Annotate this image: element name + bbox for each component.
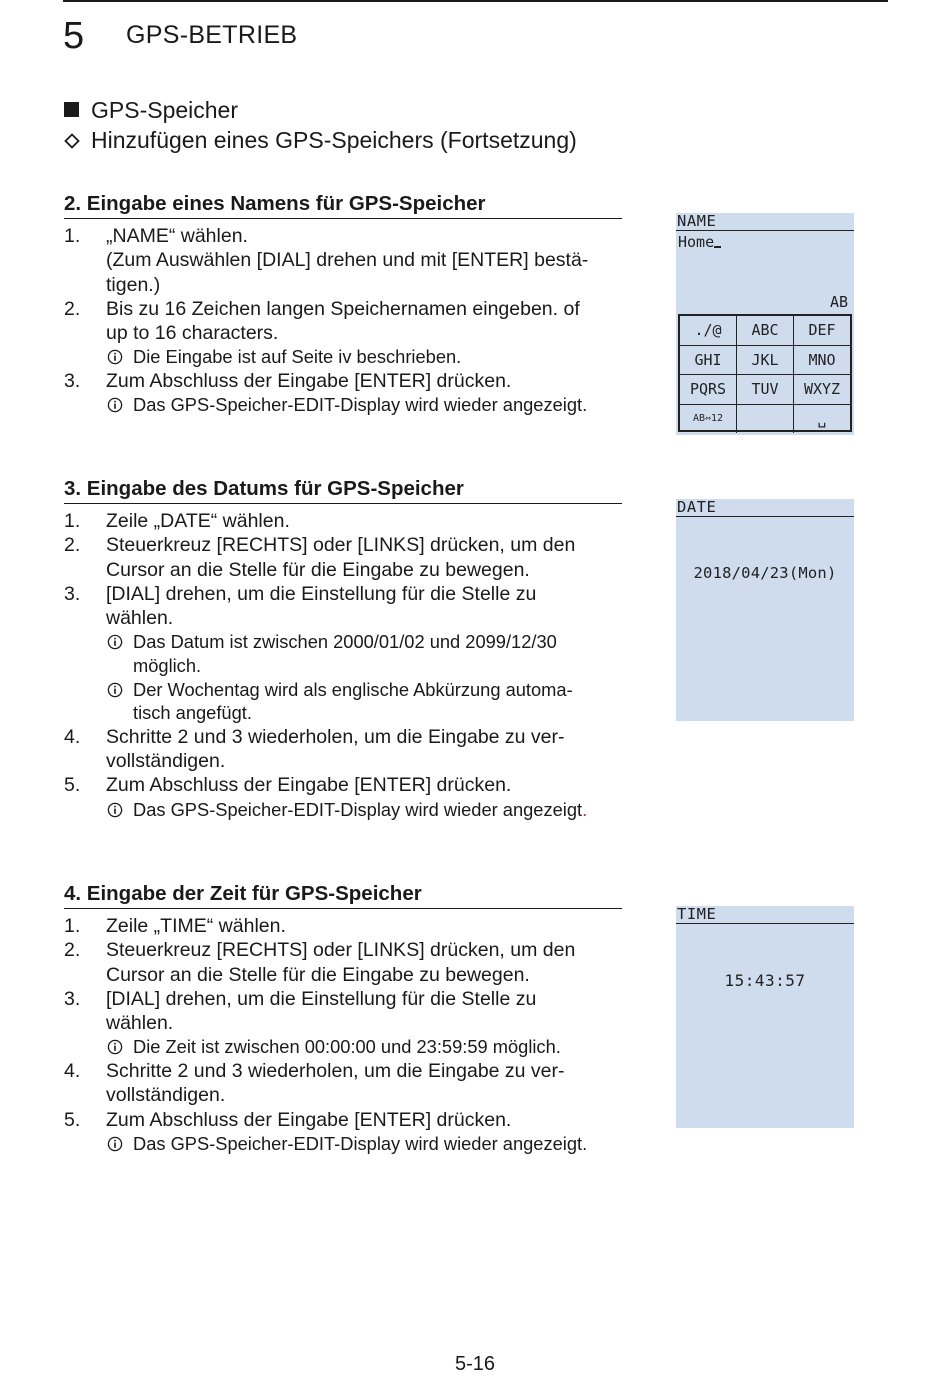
info-note xyxy=(106,678,622,725)
step-item xyxy=(64,987,622,1059)
section-title: 2. Eingabe eines Namens für GPS-Speicher xyxy=(64,192,622,219)
step-text: Zeile „DATE“ wählen. xyxy=(106,510,290,532)
date-entry-screen xyxy=(676,499,854,721)
step-text: Zum Abschluss der Eingabe [ENTER] drücken. xyxy=(106,774,512,797)
step-text: Zeile „TIME“ wählen. xyxy=(106,915,286,937)
text-cursor xyxy=(714,234,721,248)
chapter-number: 5 xyxy=(63,15,85,57)
step-text-line: Cursor an die Stelle für die Eingabe zu bewegen. xyxy=(106,558,530,581)
square-bullet-icon xyxy=(64,102,79,117)
step-text-line: up to 16 characters. xyxy=(106,322,279,345)
step-text-line: tigen.) xyxy=(106,273,161,296)
key-wxyz[interactable]: WXYZ xyxy=(803,380,841,399)
section-heading-text: GPS-Speicher xyxy=(91,97,239,123)
step-text-line: Cursor an die Stelle für die Eingabe zu bewegen. xyxy=(106,963,530,986)
diamond-bullet-icon xyxy=(64,126,80,154)
time-entry-screen xyxy=(676,906,854,1128)
step-item xyxy=(64,224,622,297)
info-note xyxy=(106,1132,622,1156)
keypad-row xyxy=(680,375,850,405)
step-text: Steuerkreuz [RECHTS] oder [LINKS] drücken, um den xyxy=(106,939,576,962)
step-item xyxy=(64,297,622,369)
name-text: Home xyxy=(678,233,715,251)
step-item xyxy=(64,369,622,417)
info-icon xyxy=(107,634,123,650)
step-number: 4. xyxy=(64,1060,81,1083)
keypad-row xyxy=(680,346,850,376)
screen-divider xyxy=(676,230,854,231)
step-number: 3. xyxy=(64,370,81,393)
section-date-entry xyxy=(64,477,622,821)
subsection-heading xyxy=(64,126,577,154)
key-jkl[interactable]: JKL xyxy=(737,346,794,375)
note-text: Das GPS-Speicher-EDIT-Display wird wieder angezeigt. xyxy=(133,1132,588,1154)
step-item xyxy=(64,1108,622,1156)
key-def[interactable]: DEF xyxy=(808,321,836,340)
key-blank[interactable] xyxy=(737,405,794,434)
info-icon xyxy=(107,397,123,413)
step-number: 2. xyxy=(64,297,81,320)
step-text-line: vollständigen. xyxy=(106,1084,226,1107)
screen-label: DATE xyxy=(677,498,717,516)
step-text-line: wählen. xyxy=(106,1012,174,1035)
note-text: Die Eingabe ist auf Seite iv beschrieben. xyxy=(133,346,462,368)
info-note xyxy=(106,630,622,677)
info-icon xyxy=(107,1136,123,1152)
key-mno[interactable]: MNO xyxy=(808,350,836,369)
input-mode-indicator: AB xyxy=(829,293,848,311)
key-pqrs[interactable]: PQRS xyxy=(680,375,737,404)
time-value[interactable]: 15:43:57 xyxy=(724,971,806,990)
key-mode-toggle[interactable]: AB⇔12 xyxy=(680,405,737,434)
step-text: Zum Abschluss der Eingabe [ENTER] drücken. xyxy=(106,1108,512,1131)
key-ghi[interactable]: GHI xyxy=(680,346,737,375)
info-icon xyxy=(107,1039,123,1055)
info-icon xyxy=(107,802,123,818)
step-text: „NAME“ wählen. xyxy=(106,225,248,247)
step-text: [DIAL] drehen, um die Einstellung für die Stelle zu xyxy=(106,987,537,1010)
section-title: 3. Eingabe des Datums für GPS-Speicher xyxy=(64,477,622,504)
step-number: 1. xyxy=(64,915,81,937)
step-item xyxy=(64,938,622,987)
step-number: 2. xyxy=(64,534,81,557)
step-item xyxy=(64,725,622,774)
section-time-entry xyxy=(64,882,622,1156)
section-name-entry xyxy=(64,192,622,417)
screen-divider xyxy=(676,516,854,517)
step-text: [DIAL] drehen, um die Einstellung für die Stelle zu xyxy=(106,582,537,605)
screen-label: NAME xyxy=(677,212,717,230)
step-text: Bis zu 16 Zeichen langen Speichernamen eingeben. of xyxy=(106,297,580,320)
top-rule xyxy=(63,0,888,2)
subsection-heading-text: Hinzufügen eines GPS-Speichers (Fortsetzung) xyxy=(91,127,577,153)
section-heading xyxy=(64,96,238,124)
step-number: 3. xyxy=(64,582,81,605)
step-item xyxy=(64,1059,622,1108)
info-note xyxy=(106,345,622,369)
page-number: 5-16 xyxy=(454,1353,496,1375)
key-space[interactable]: ␣ xyxy=(817,409,827,428)
chapter-title: GPS-BETRIEB xyxy=(126,21,298,49)
step-list xyxy=(64,224,622,417)
step-item xyxy=(64,582,622,725)
step-text: Schritte 2 und 3 wiederholen, um die Eingabe zu ver- xyxy=(106,725,565,748)
screen-divider xyxy=(676,923,854,924)
step-number: 5. xyxy=(64,774,81,797)
note-text: möglich. xyxy=(133,655,202,677)
step-item xyxy=(64,509,622,533)
key-abc[interactable]: ABC xyxy=(737,316,794,345)
section-title: 4. Eingabe der Zeit für GPS-Speicher xyxy=(64,882,622,909)
screen-label: TIME xyxy=(677,905,717,923)
step-list xyxy=(64,914,622,1156)
note-text-main: Das GPS-Speicher-EDIT-Display wird wieder angezeigt xyxy=(133,798,583,820)
info-note xyxy=(106,393,622,417)
step-number: 2. xyxy=(64,939,81,962)
date-value[interactable]: 2018/04/23(Mon) xyxy=(693,564,837,582)
key-symbols[interactable]: ./@ xyxy=(680,316,737,345)
name-entry-screen xyxy=(676,213,854,435)
step-text-line: (Zum Auswählen [DIAL] drehen und mit [ENTER] bestä- xyxy=(106,249,589,272)
keypad-row xyxy=(680,405,850,434)
name-input-value[interactable] xyxy=(678,233,721,251)
step-number: 1. xyxy=(64,510,81,532)
step-item xyxy=(64,914,622,938)
step-list xyxy=(64,509,622,821)
step-item xyxy=(64,533,622,582)
step-text: Zum Abschluss der Eingabe [ENTER] drücken. xyxy=(106,370,512,393)
step-text-line: wählen. xyxy=(106,607,174,630)
step-item xyxy=(64,773,622,821)
info-note xyxy=(106,1035,622,1059)
step-number: 3. xyxy=(64,987,81,1010)
note-text xyxy=(133,798,622,822)
note-text: tisch angefügt. xyxy=(133,702,252,724)
info-note xyxy=(106,798,622,822)
note-text: Das GPS-Speicher-EDIT-Display wird wieder angezeigt. xyxy=(133,394,588,416)
step-text: Steuerkreuz [RECHTS] oder [LINKS] drücken, um den xyxy=(106,534,576,557)
step-number: 4. xyxy=(64,725,81,748)
step-number: 1. xyxy=(64,225,81,247)
step-text: Schritte 2 und 3 wiederholen, um die Eingabe zu ver- xyxy=(106,1060,565,1083)
note-text: Die Zeit ist zwischen 00:00:00 und 23:59:59 möglich. xyxy=(133,1036,561,1058)
note-text: Das Datum ist zwischen 2000/01/02 und 2099/12/30 xyxy=(133,631,557,653)
key-tuv[interactable]: TUV xyxy=(737,375,794,404)
step-text-line: vollständigen. xyxy=(106,750,226,773)
note-text: Der Wochentag wird als englische Abkürzung automa- xyxy=(133,678,573,700)
info-icon xyxy=(107,349,123,365)
red-period: . xyxy=(582,798,588,820)
keypad-row xyxy=(680,316,850,346)
character-keypad xyxy=(678,314,852,432)
step-number: 5. xyxy=(64,1108,81,1131)
info-icon xyxy=(107,682,123,698)
